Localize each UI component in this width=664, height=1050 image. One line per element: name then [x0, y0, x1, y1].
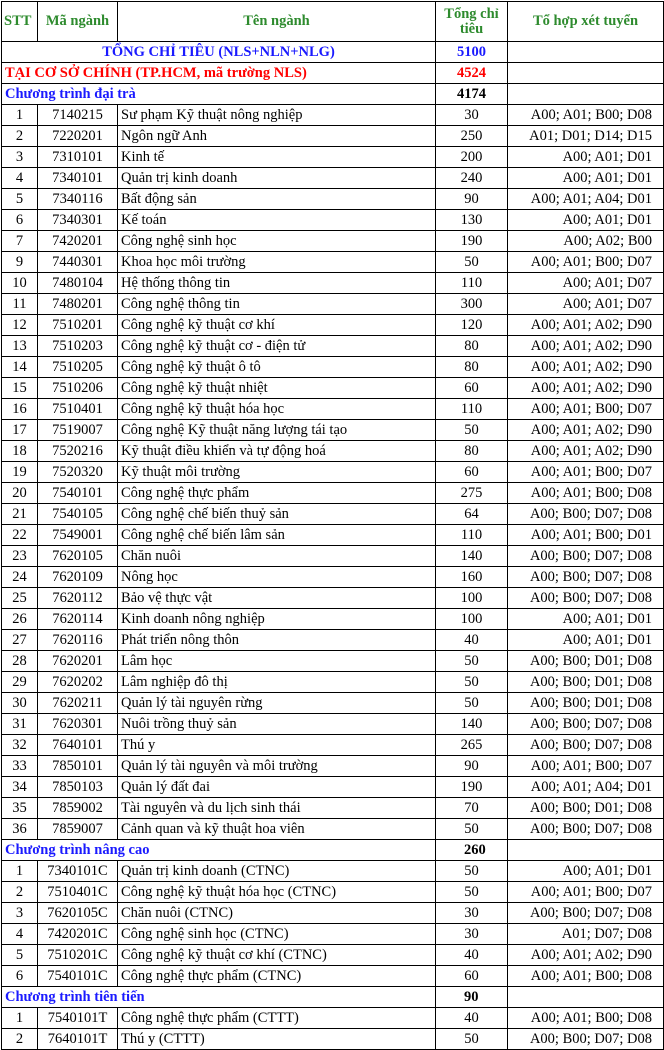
row-quota: 30 — [436, 903, 508, 924]
row-combo: A00; A01; D07 — [508, 294, 664, 315]
row-combo: A00; B00; D01; D08 — [508, 651, 664, 672]
total-label: TỔNG CHỈ TIÊU (NLS+NLN+NLG) — [2, 42, 436, 63]
row-code: 7340101C — [38, 861, 118, 882]
row-code: 7620202 — [38, 672, 118, 693]
table-row — [2, 399, 664, 420]
row-stt: 2 — [2, 126, 38, 147]
row-stt: 27 — [2, 630, 38, 651]
row-combo: A00; B00; D07; D08 — [508, 504, 664, 525]
row-quota: 90 — [436, 189, 508, 210]
section-empty — [508, 84, 664, 105]
row-code: 7510401C — [38, 882, 118, 903]
header-quota: Tổng chỉ tiêu — [436, 2, 508, 42]
row-name: Ngôn ngữ Anh — [118, 126, 436, 147]
table-row — [2, 777, 664, 798]
row-quota: 190 — [436, 777, 508, 798]
row-quota: 40 — [436, 945, 508, 966]
row-name: Công nghệ kỹ thuật ô tô — [118, 357, 436, 378]
row-code: 7620211 — [38, 693, 118, 714]
row-code: 7510201 — [38, 315, 118, 336]
header-stt: STT — [2, 2, 38, 42]
row-code: 7310101 — [38, 147, 118, 168]
table-row — [2, 210, 664, 231]
row-stt: 4 — [2, 924, 38, 945]
row-quota: 50 — [436, 882, 508, 903]
row-name: Bảo vệ thực vật — [118, 588, 436, 609]
total-row — [2, 42, 664, 63]
row-stt: 2 — [2, 1029, 38, 1050]
row-code: 7640101T — [38, 1029, 118, 1050]
row-stt: 19 — [2, 462, 38, 483]
row-quota: 110 — [436, 273, 508, 294]
row-quota: 110 — [436, 525, 508, 546]
row-code: 7620109 — [38, 567, 118, 588]
row-combo: A00; A01; D07 — [508, 273, 664, 294]
row-stt: 28 — [2, 651, 38, 672]
row-code: 7480104 — [38, 273, 118, 294]
row-quota: 240 — [436, 168, 508, 189]
table-row — [2, 525, 664, 546]
table-row — [2, 252, 664, 273]
row-quota: 50 — [436, 420, 508, 441]
row-stt: 26 — [2, 609, 38, 630]
table-row — [2, 735, 664, 756]
table-row — [2, 441, 664, 462]
row-stt: 36 — [2, 819, 38, 840]
row-code: 7540105 — [38, 504, 118, 525]
table-row — [2, 672, 664, 693]
row-combo: A00; A01; D01 — [508, 609, 664, 630]
table-row — [2, 357, 664, 378]
campus-row — [2, 63, 664, 84]
row-quota: 60 — [436, 378, 508, 399]
section-label: Chương trình nâng cao — [2, 840, 436, 861]
row-stt: 7 — [2, 231, 38, 252]
row-stt: 34 — [2, 777, 38, 798]
row-code: 7620116 — [38, 630, 118, 651]
row-quota: 30 — [436, 924, 508, 945]
row-name: Công nghệ chế biến lâm sản — [118, 525, 436, 546]
row-quota: 140 — [436, 546, 508, 567]
row-code: 7540101 — [38, 483, 118, 504]
row-stt: 35 — [2, 798, 38, 819]
row-stt: 1 — [2, 861, 38, 882]
row-combo: A00; A01; B00; D08 — [508, 483, 664, 504]
row-quota: 50 — [436, 819, 508, 840]
row-quota: 80 — [436, 357, 508, 378]
section-empty — [508, 840, 664, 861]
row-stt: 29 — [2, 672, 38, 693]
section-label: Chương trình đại trà — [2, 84, 436, 105]
row-name: Công nghệ kỹ thuật cơ khí (CTNC) — [118, 945, 436, 966]
row-stt: 3 — [2, 903, 38, 924]
row-quota: 200 — [436, 147, 508, 168]
row-quota: 110 — [436, 399, 508, 420]
row-quota: 50 — [436, 252, 508, 273]
table-row — [2, 693, 664, 714]
table-row — [2, 336, 664, 357]
row-name: Kế toán — [118, 210, 436, 231]
row-combo: A01; D01; D14; D15 — [508, 126, 664, 147]
row-quota: 300 — [436, 294, 508, 315]
row-name: Công nghệ kỹ thuật nhiệt — [118, 378, 436, 399]
row-combo: A00; A01; B00; D01 — [508, 525, 664, 546]
row-code: 7620105 — [38, 546, 118, 567]
row-code: 7540101C — [38, 966, 118, 987]
row-code: 7440301 — [38, 252, 118, 273]
campus-label: TẠI CƠ SỞ CHÍNH (TP.HCM, mã trường NLS) — [2, 63, 436, 84]
row-combo: A00; A01; A04; D01 — [508, 189, 664, 210]
row-combo: A00; A01; D01 — [508, 168, 664, 189]
header-combo: Tổ hợp xét tuyển — [508, 2, 664, 42]
row-name: Kinh tế — [118, 147, 436, 168]
row-code: 7859007 — [38, 819, 118, 840]
table-row — [2, 630, 664, 651]
section-value: 4174 — [436, 84, 508, 105]
table-row — [2, 294, 664, 315]
row-quota: 50 — [436, 861, 508, 882]
section-value: 90 — [436, 987, 508, 1008]
table-row — [2, 546, 664, 567]
row-code: 7510205 — [38, 357, 118, 378]
row-stt: 32 — [2, 735, 38, 756]
row-stt: 11 — [2, 294, 38, 315]
row-code: 7220201 — [38, 126, 118, 147]
row-name: Thú y (CTTT) — [118, 1029, 436, 1050]
table-row — [2, 420, 664, 441]
row-stt: 18 — [2, 441, 38, 462]
row-name: Công nghệ thực phẩm (CTNC) — [118, 966, 436, 987]
row-stt: 33 — [2, 756, 38, 777]
row-code: 7140215 — [38, 105, 118, 126]
row-quota: 60 — [436, 966, 508, 987]
table-row — [2, 147, 664, 168]
row-code: 7510401 — [38, 399, 118, 420]
row-name: Cảnh quan và kỹ thuật hoa viên — [118, 819, 436, 840]
row-stt: 16 — [2, 399, 38, 420]
row-combo: A00; A01; A02; D90 — [508, 420, 664, 441]
row-name: Quản lý tài nguyên rừng — [118, 693, 436, 714]
table-row — [2, 483, 664, 504]
row-stt: 21 — [2, 504, 38, 525]
row-quota: 90 — [436, 756, 508, 777]
row-stt: 5 — [2, 945, 38, 966]
row-name: Công nghệ Kỹ thuật năng lượng tái tạo — [118, 420, 436, 441]
row-quota: 50 — [436, 672, 508, 693]
row-code: 7510203 — [38, 336, 118, 357]
row-combo: A00; A01; A02; D90 — [508, 357, 664, 378]
row-quota: 160 — [436, 567, 508, 588]
row-name: Kỹ thuật môi trường — [118, 462, 436, 483]
admission-quota-table — [1, 1, 664, 1050]
table-row — [2, 567, 664, 588]
table-row — [2, 714, 664, 735]
row-name: Quản trị kinh doanh — [118, 168, 436, 189]
row-quota: 265 — [436, 735, 508, 756]
row-quota: 190 — [436, 231, 508, 252]
row-stt: 6 — [2, 966, 38, 987]
row-quota: 30 — [436, 105, 508, 126]
row-combo: A00; A01; B00; D07 — [508, 252, 664, 273]
row-combo: A00; B00; D07; D08 — [508, 1029, 664, 1050]
row-stt: 24 — [2, 567, 38, 588]
row-quota: 80 — [436, 441, 508, 462]
row-stt: 1 — [2, 1008, 38, 1029]
row-name: Phát triển nông thôn — [118, 630, 436, 651]
row-name: Công nghệ chế biến thuỷ sản — [118, 504, 436, 525]
row-quota: 140 — [436, 714, 508, 735]
row-combo: A00; A01; D01 — [508, 630, 664, 651]
row-code: 7859002 — [38, 798, 118, 819]
row-combo: A00; B00; D07; D08 — [508, 546, 664, 567]
row-quota: 250 — [436, 126, 508, 147]
row-name: Kinh doanh nông nghiệp — [118, 609, 436, 630]
row-code: 7510201C — [38, 945, 118, 966]
row-quota: 70 — [436, 798, 508, 819]
table-row — [2, 1029, 664, 1050]
row-name: Công nghệ sinh học — [118, 231, 436, 252]
campus-value: 4524 — [436, 63, 508, 84]
table-row — [2, 168, 664, 189]
table-row — [2, 966, 664, 987]
row-combo: A00; A01; B00; D07 — [508, 399, 664, 420]
row-code: 7540101T — [38, 1008, 118, 1029]
row-stt: 1 — [2, 105, 38, 126]
row-code: 7620105C — [38, 903, 118, 924]
row-stt: 31 — [2, 714, 38, 735]
row-code: 7480201 — [38, 294, 118, 315]
row-name: Công nghệ kỹ thuật cơ khí — [118, 315, 436, 336]
row-combo: A00; B00; D07; D08 — [508, 819, 664, 840]
table-row — [2, 798, 664, 819]
row-name: Quản trị kinh doanh (CTNC) — [118, 861, 436, 882]
table-row — [2, 315, 664, 336]
row-combo: A00; B00; D07; D08 — [508, 735, 664, 756]
row-combo: A00; A01; A02; D90 — [508, 336, 664, 357]
row-name: Công nghệ thực phẩm (CTTT) — [118, 1008, 436, 1029]
row-quota: 40 — [436, 630, 508, 651]
table-row — [2, 273, 664, 294]
row-name: Công nghệ kỹ thuật cơ - điện tử — [118, 336, 436, 357]
total-value: 5100 — [436, 42, 508, 63]
table-row — [2, 126, 664, 147]
row-combo: A00; A01; A04; D01 — [508, 777, 664, 798]
section-value: 260 — [436, 840, 508, 861]
row-stt: 30 — [2, 693, 38, 714]
campus-empty — [508, 63, 664, 84]
row-name: Chăn nuôi (CTNC) — [118, 903, 436, 924]
table-row — [2, 945, 664, 966]
row-quota: 50 — [436, 651, 508, 672]
row-code: 7340301 — [38, 210, 118, 231]
section-empty — [508, 987, 664, 1008]
table-row — [2, 1008, 664, 1029]
row-code: 7520216 — [38, 441, 118, 462]
row-code: 7620201 — [38, 651, 118, 672]
row-combo: A00; A01; B00; D07 — [508, 882, 664, 903]
row-combo: A00; A01; D01 — [508, 147, 664, 168]
row-quota: 40 — [436, 1008, 508, 1029]
row-name: Khoa học môi trường — [118, 252, 436, 273]
row-name: Công nghệ kỹ thuật hóa học (CTNC) — [118, 882, 436, 903]
table-row — [2, 756, 664, 777]
table-row — [2, 819, 664, 840]
row-stt: 22 — [2, 525, 38, 546]
row-quota: 50 — [436, 693, 508, 714]
header-row — [2, 2, 664, 42]
row-combo: A00; B00; D07; D08 — [508, 567, 664, 588]
row-name: Tài nguyên và du lịch sinh thái — [118, 798, 436, 819]
table-row — [2, 105, 664, 126]
row-combo: A00; B00; D07; D08 — [508, 714, 664, 735]
row-code: 7620301 — [38, 714, 118, 735]
section-label: Chương trình tiên tiến — [2, 987, 436, 1008]
row-stt: 14 — [2, 357, 38, 378]
row-stt: 13 — [2, 336, 38, 357]
row-stt: 6 — [2, 210, 38, 231]
row-combo: A00; A01; A02; D90 — [508, 441, 664, 462]
header-name: Tên ngành — [118, 2, 436, 42]
row-name: Công nghệ thực phẩm — [118, 483, 436, 504]
row-combo: A00; A01; B00; D07 — [508, 756, 664, 777]
row-name: Hệ thống thông tin — [118, 273, 436, 294]
section-row — [2, 84, 664, 105]
row-code: 7620112 — [38, 588, 118, 609]
row-combo: A00; A01; B00; D07 — [508, 462, 664, 483]
table-row — [2, 651, 664, 672]
row-code: 7549001 — [38, 525, 118, 546]
total-empty — [508, 42, 664, 63]
row-name: Nuôi trồng thuỷ sản — [118, 714, 436, 735]
table-row — [2, 588, 664, 609]
section-row — [2, 840, 664, 861]
row-code: 7620114 — [38, 609, 118, 630]
row-combo: A00; B00; D01; D08 — [508, 672, 664, 693]
row-name: Nông học — [118, 567, 436, 588]
row-quota: 64 — [436, 504, 508, 525]
row-name: Sư phạm Kỹ thuật nông nghiệp — [118, 105, 436, 126]
row-code: 7340116 — [38, 189, 118, 210]
table-row — [2, 462, 664, 483]
row-quota: 100 — [436, 588, 508, 609]
row-code: 7420201 — [38, 231, 118, 252]
row-code: 7420201C — [38, 924, 118, 945]
row-name: Quản lý tài nguyên và môi trường — [118, 756, 436, 777]
table-body — [2, 42, 664, 1050]
table-row — [2, 903, 664, 924]
row-name: Thú y — [118, 735, 436, 756]
row-combo: A00; B00; D07; D08 — [508, 588, 664, 609]
row-code: 7519007 — [38, 420, 118, 441]
row-name: Công nghệ sinh học (CTNC) — [118, 924, 436, 945]
row-stt: 9 — [2, 252, 38, 273]
row-quota: 80 — [436, 336, 508, 357]
row-stt: 20 — [2, 483, 38, 504]
row-quota: 275 — [436, 483, 508, 504]
row-quota: 120 — [436, 315, 508, 336]
row-name: Công nghệ thông tin — [118, 294, 436, 315]
row-combo: A00; A01; D01 — [508, 210, 664, 231]
row-name: Quản lý đất đai — [118, 777, 436, 798]
row-name: Kỹ thuật điều khiển và tự động hoá — [118, 441, 436, 462]
row-stt: 23 — [2, 546, 38, 567]
row-combo: A00; B00; D01; D08 — [508, 693, 664, 714]
row-code: 7510206 — [38, 378, 118, 399]
table-row — [2, 861, 664, 882]
row-combo: A00; A02; B00 — [508, 231, 664, 252]
row-quota: 130 — [436, 210, 508, 231]
row-name: Lâm nghiệp đô thị — [118, 672, 436, 693]
row-stt: 15 — [2, 378, 38, 399]
row-stt: 10 — [2, 273, 38, 294]
row-code: 7640101 — [38, 735, 118, 756]
table-row — [2, 231, 664, 252]
row-name: Công nghệ kỹ thuật hóa học — [118, 399, 436, 420]
row-combo: A00; A01; B00; D08 — [508, 966, 664, 987]
row-combo: A00; A01; D01 — [508, 861, 664, 882]
row-code: 7520320 — [38, 462, 118, 483]
row-quota: 60 — [436, 462, 508, 483]
row-stt: 2 — [2, 882, 38, 903]
row-stt: 4 — [2, 168, 38, 189]
row-combo: A00; A01; B00; D08 — [508, 1008, 664, 1029]
row-combo: A00; A01; A02; D90 — [508, 315, 664, 336]
row-stt: 5 — [2, 189, 38, 210]
row-stt: 12 — [2, 315, 38, 336]
row-code: 7850101 — [38, 756, 118, 777]
row-code: 7850103 — [38, 777, 118, 798]
row-quota: 50 — [436, 1029, 508, 1050]
row-stt: 17 — [2, 420, 38, 441]
row-name: Chăn nuôi — [118, 546, 436, 567]
row-combo: A00; B00; D07; D08 — [508, 903, 664, 924]
table-row — [2, 882, 664, 903]
row-combo: A00; A01; A02; D90 — [508, 378, 664, 399]
row-name: Lâm học — [118, 651, 436, 672]
header-code: Mã ngành — [38, 2, 118, 42]
row-combo: A01; D07; D08 — [508, 924, 664, 945]
row-stt: 3 — [2, 147, 38, 168]
row-name: Bất động sản — [118, 189, 436, 210]
row-code: 7340101 — [38, 168, 118, 189]
section-row — [2, 987, 664, 1008]
row-combo: A00; A01; B00; D08 — [508, 105, 664, 126]
row-combo: A00; A01; A02; D90 — [508, 945, 664, 966]
table-row — [2, 378, 664, 399]
table-row — [2, 924, 664, 945]
table-row — [2, 189, 664, 210]
row-combo: A00; B00; D01; D08 — [508, 798, 664, 819]
table-row — [2, 504, 664, 525]
row-quota: 100 — [436, 609, 508, 630]
table-row — [2, 609, 664, 630]
row-stt: 25 — [2, 588, 38, 609]
